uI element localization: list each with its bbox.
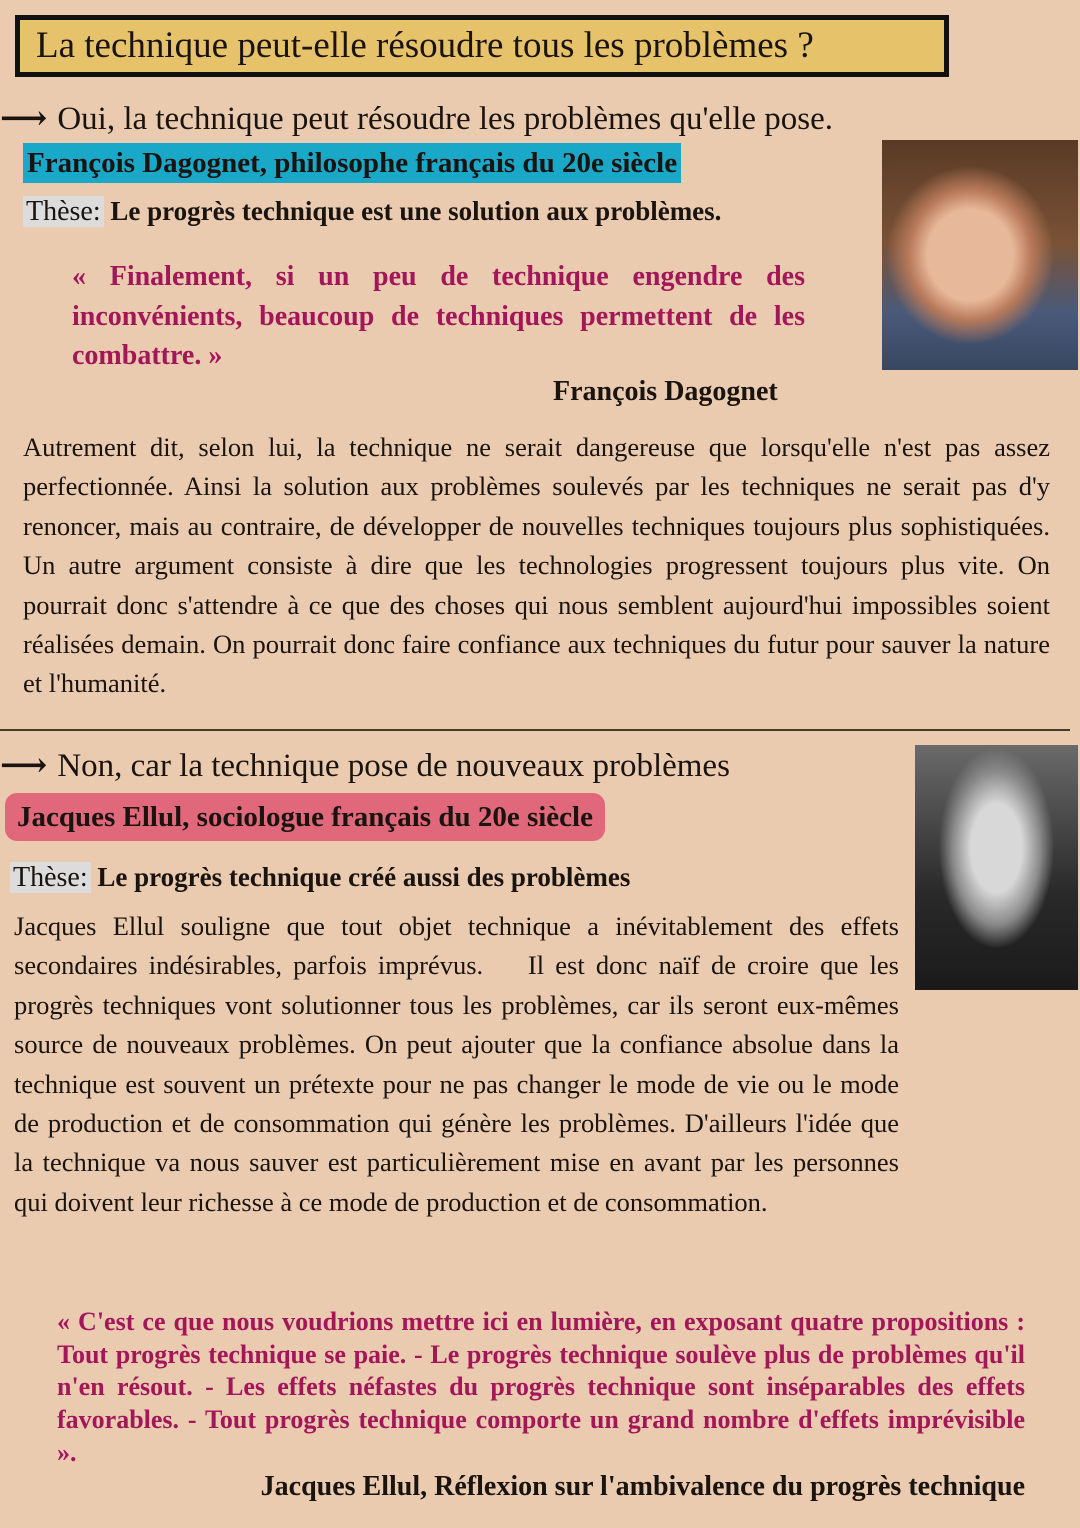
- section-heading-no: [0, 745, 730, 785]
- quote-author-dagognet: François Dagognet: [553, 376, 778, 407]
- ellul-photo: [915, 745, 1078, 990]
- paragraph-ellul: Jacques Ellul souligne que tout objet technique a inévitablement des effets secondaires indésirables, parfois imprévus. Il est donc naïf de croire que les progrès techniques vont solutionner tous les problèmes, car ils seront eux-mêmes source de nouveaux problèmes. On peut ajouter que la confiance absolue dans la technique est souvent un prétexte pour ne pas changer le mode de vie ou le mode de production et de consommation qui génère les problèmes. D'ailleurs l'idée que la technique va nous sauver est particulièrement mise en avant par les personnes qui doivent leur richesse à ce mode de production et de consommation.: [14, 911, 906, 1217]
- heading-text: Non, car la technique pose de nouveaux problèmes: [57, 748, 730, 784]
- paragraph-dagognet: Autrement dit, selon lui, la technique ne serait dangereuse que lorsqu'elle n'est pas assez perfectionnée. Ainsi la solution aux problèmes soulevés par les techniques ne serait pas d'y renoncer, mais au contraire, de développer de nouvelles techniques toujours plus sophistiquées. Un autre argument consiste à dire que les technologies progressent toujours plus vite. On pourrait donc s'attendre à ce que des choses qui nous semblent aujourd'hui impossibles soient réalisées demain. On pourrait donc faire confiance aux techniques du futur pour sauver la nature et l'humanité.: [23, 432, 1050, 699]
- quote-source-ellul: Jacques Ellul, Réflexion sur l'ambivalence du progrès technique: [260, 1471, 1025, 1502]
- these-text: Le progrès technique créé aussi des problèmes: [97, 862, 631, 892]
- quote-ellul: « C'est ce que nous voudrions mettre ici en lumière, en exposant quatre propositions : Tout progrès technique se paie. - Le progrès technique soulève plus de problèmes qu'il n'en résout. - Les effets néfastes du progrès technique sont inséparables des effets favorables. - Tout progrès technique comporte un grand nombre d'effets imprévisible ».: [57, 1307, 1025, 1467]
- dagognet-photo: [882, 140, 1078, 370]
- author-tag-dagognet: François Dagognet, philosophe français du 20e siècle: [23, 143, 681, 183]
- these-label: Thèse:: [10, 862, 91, 893]
- section-heading-yes: [0, 98, 833, 138]
- author-tag-ellul: Jacques Ellul, sociologue français du 20e siècle: [5, 793, 605, 841]
- page-title-text: La technique peut-elle résoudre tous les problèmes ?: [36, 25, 814, 66]
- page-title: [15, 15, 949, 77]
- these-dagognet: [23, 196, 721, 228]
- these-label: Thèse:: [23, 196, 104, 227]
- these-ellul: [10, 862, 630, 894]
- quote-dagognet: « Finalement, si un peu de technique engendre des inconvénients, beaucoup de techniques permettent de les combattre. »: [72, 261, 805, 371]
- arrow-right-icon: ⟶: [0, 748, 48, 784]
- these-text: Le progrès technique est une solution aux problèmes.: [110, 196, 722, 226]
- arrow-right-icon: ⟶: [0, 101, 48, 137]
- heading-text: Oui, la technique peut résoudre les problèmes qu'elle pose.: [57, 101, 834, 137]
- section-divider: [0, 729, 1070, 731]
